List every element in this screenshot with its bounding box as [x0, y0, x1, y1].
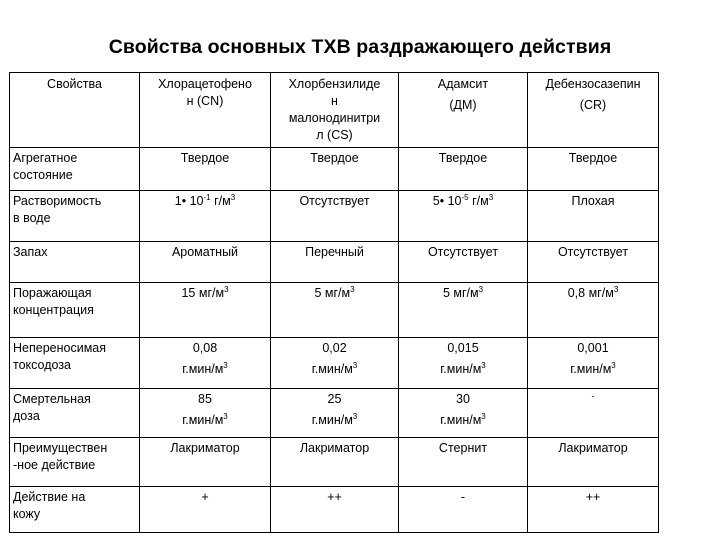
row-label-line: Растворимость	[13, 194, 102, 209]
table-cell: -	[399, 487, 528, 533]
value: 0,8 мг/м	[567, 286, 614, 301]
value-exponent: -5	[461, 193, 469, 203]
row-label	[10, 242, 140, 283]
table-header-row	[10, 73, 659, 148]
table-cell	[528, 283, 659, 338]
table-title: Свойства основных ТХВ раздражающего действия	[108, 36, 612, 58]
table-cell: Твердое	[528, 148, 659, 191]
value-unit: г.мин/м	[182, 362, 224, 377]
table-row-solubility	[10, 191, 659, 242]
value-unit-line	[275, 357, 394, 378]
value: 30	[456, 392, 470, 407]
header-line: Хлорацетофено	[158, 77, 252, 91]
value: 15 мг/м	[181, 286, 225, 301]
value-base: 5• 10	[432, 194, 462, 209]
unit-exponent: 3	[478, 285, 484, 295]
table-cell: Плохая	[528, 191, 659, 242]
table-cell: Перечный	[271, 242, 399, 283]
row-label	[10, 487, 140, 533]
row-label-line: состояние	[13, 168, 73, 183]
value-unit: г.мин/м	[311, 362, 353, 377]
row-label-line: Смертельная	[13, 392, 91, 407]
row-label-line: концентрация	[13, 303, 94, 318]
header-line: л (CS)	[316, 128, 353, 142]
row-label-line: Агрегатное	[13, 151, 78, 166]
header-cell-properties	[10, 73, 140, 148]
row-label	[10, 389, 140, 438]
table-row-lethal	[10, 389, 659, 438]
table-cell	[140, 389, 271, 438]
table-cell: Отсутствует	[271, 191, 399, 242]
table-cell: Ароматный	[140, 242, 271, 283]
value: 0,08	[192, 341, 218, 356]
unit-exponent: 3	[488, 193, 494, 203]
row-label-line: токсодоза	[13, 358, 72, 373]
value: 0,02	[322, 341, 347, 356]
value-unit: г/м	[468, 194, 489, 209]
value: 5 мг/м	[314, 286, 351, 301]
value-unit: г/м	[210, 194, 231, 209]
value-unit: г.мин/м	[440, 413, 482, 428]
row-label-line: -ное действие	[13, 458, 96, 473]
value: 85	[198, 392, 212, 407]
table-cell	[399, 283, 528, 338]
table-cell	[528, 389, 659, 438]
value-unit-line	[144, 408, 266, 429]
table-cell: Твердое	[271, 148, 399, 191]
header-cell-cr	[528, 73, 659, 148]
table-cell: Лакриматор	[271, 438, 399, 487]
value-unit: г.мин/м	[311, 413, 353, 428]
row-label-line: в воде	[13, 211, 51, 226]
table-cell	[271, 338, 399, 389]
unit-exponent: 3	[481, 412, 486, 422]
value-unit-line	[403, 357, 523, 378]
row-label-line: Запах	[13, 245, 48, 260]
header-line: н (CN)	[186, 94, 224, 108]
table-row-smell	[10, 242, 659, 283]
header-cell-cn	[140, 73, 271, 148]
table-cell	[399, 191, 528, 242]
value: 0,015	[447, 341, 479, 356]
header-line: (CR)	[579, 98, 607, 112]
value: 25	[327, 392, 342, 407]
row-label-line: Поражающая	[13, 286, 92, 301]
table-cell	[140, 283, 271, 338]
table-cell: Лакриматор	[528, 438, 659, 487]
value-unit-line	[403, 408, 523, 429]
header-line: Свойства	[47, 77, 102, 91]
table-cell	[399, 338, 528, 389]
row-label-line: кожу	[13, 507, 41, 522]
table-row-damaging	[10, 283, 659, 338]
table-cell	[140, 191, 271, 242]
unit-exponent: 3	[350, 285, 355, 295]
table-cell: Отсутствует	[399, 242, 528, 283]
header-cell-cs	[271, 73, 399, 148]
table-cell: Твердое	[399, 148, 528, 191]
value-unit: г.мин/м	[182, 413, 224, 428]
header-line: Хлорбензилиде	[288, 77, 381, 91]
row-label-line: Преимуществен	[13, 441, 108, 456]
value: 0,001	[577, 341, 609, 356]
unit-exponent: 3	[352, 361, 358, 371]
table-cell: ++	[271, 487, 399, 533]
unit-exponent: 3	[613, 285, 619, 295]
value-base: 1• 10	[174, 194, 204, 209]
header-cell-dm	[399, 73, 528, 148]
row-label	[10, 438, 140, 487]
table-cell: Лакриматор	[140, 438, 271, 487]
header-line: малонодинитри	[288, 111, 381, 125]
table-row-predominant	[10, 438, 659, 487]
table-cell	[271, 389, 399, 438]
table-cell	[271, 283, 399, 338]
unit-exponent: 3	[481, 361, 486, 371]
table-cell: Твердое	[140, 148, 271, 191]
value-unit: г.мин/м	[570, 362, 612, 377]
value: 5 мг/м	[442, 286, 479, 301]
value-unit: г.мин/м	[440, 362, 482, 377]
unit-exponent: 3	[611, 361, 616, 371]
row-label	[10, 148, 140, 191]
table-cell	[528, 338, 659, 389]
header-line: Дебензосазепин	[545, 77, 641, 91]
unit-exponent: 3	[230, 193, 236, 203]
row-label-line: Действие на	[13, 490, 86, 505]
value: -	[591, 391, 595, 402]
table-cell	[399, 389, 528, 438]
value-unit-line	[532, 357, 654, 378]
row-label-line: Непереносимая	[13, 341, 107, 356]
header-line: н	[331, 94, 338, 108]
table-row-aggregate	[10, 148, 659, 191]
row-label	[10, 338, 140, 389]
table-row-skin	[10, 487, 659, 533]
properties-table	[9, 72, 658, 533]
table-cell: +	[140, 487, 271, 533]
row-label	[10, 283, 140, 338]
unit-exponent: 3	[223, 412, 228, 422]
table-cell: Стернит	[399, 438, 528, 487]
header-line: (ДМ)	[449, 98, 477, 112]
table-cell: ++	[528, 487, 659, 533]
unit-exponent: 3	[223, 361, 228, 371]
value-unit-line	[275, 408, 394, 429]
value-exponent: -1	[203, 193, 211, 203]
value-unit-line	[144, 357, 266, 378]
row-label-line: доза	[13, 409, 40, 424]
unit-exponent: 3	[352, 412, 358, 422]
header-line: Адамсит	[437, 77, 489, 91]
table-cell	[140, 338, 271, 389]
table-cell: Отсутствует	[528, 242, 659, 283]
unit-exponent: 3	[224, 285, 229, 295]
row-label	[10, 191, 140, 242]
table-row-intolerable	[10, 338, 659, 389]
